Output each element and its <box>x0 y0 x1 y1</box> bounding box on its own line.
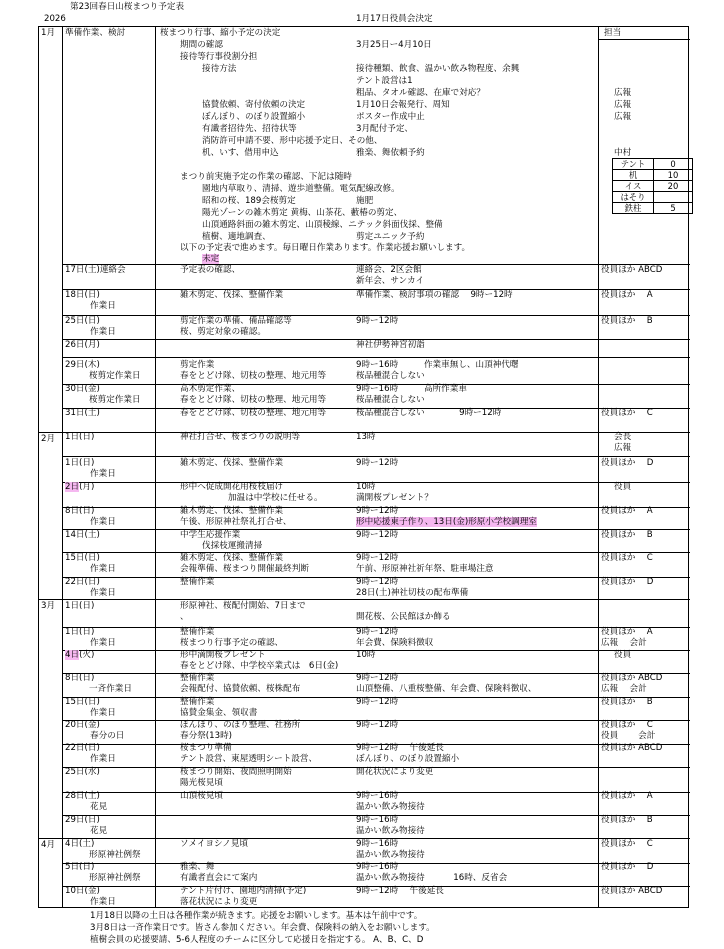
row-work: 伐採枝運搬清掃 <box>202 541 263 551</box>
row-date: 17日(土)連絡会 <box>65 265 126 275</box>
row-work: 春をとどけ隊、切枝の整理、地元用等 <box>180 395 327 405</box>
equipment-row: はそり <box>613 192 693 203</box>
row-work: 剪定作業の準備、備品確認等 <box>180 316 292 326</box>
row-owner: 会長 <box>614 432 632 442</box>
row-work: 高木剪定作業、 <box>180 384 241 394</box>
row-sublabel: 作業日 <box>90 897 116 907</box>
row-work: 整備作業 <box>180 577 215 587</box>
row-time: 満開桜プレゼント？ <box>356 493 434 503</box>
row-date: 15日(日) <box>65 553 100 563</box>
row-date: 25日(日) <box>65 316 100 326</box>
row-owner: 役員ほか A <box>601 506 653 516</box>
row-work: テント設営、東屋透明シート設営、 <box>180 754 318 764</box>
row-work: 整備作業 <box>180 673 215 683</box>
row-work: 雑木剪定、伐採、整備作業 <box>180 506 284 516</box>
row-owner: 役員ほか C <box>601 839 653 849</box>
row-owner: 役員ほか C <box>601 720 653 730</box>
row-time: 温かい飲み物接待 <box>356 802 425 812</box>
row-time: 9時ー12時 <box>356 577 399 587</box>
row-date: 1日(日) <box>65 458 95 468</box>
row-work: 雑木剪定、伐採、整備作業 <box>180 458 284 468</box>
row-time: 温かい飲み物接待 <box>356 826 425 836</box>
row-work: 、 <box>180 612 189 622</box>
row-time: 10時 <box>356 482 376 492</box>
row-date: 26日(月) <box>65 340 100 350</box>
row-sublabel: 作業日 <box>90 564 116 574</box>
row-sublabel: 桜剪定作業日 <box>89 371 141 381</box>
row-sublabel: 桜剪定作業日 <box>89 395 141 405</box>
row-date: 8日(日) <box>65 673 95 683</box>
row-owner: 役員ほか A <box>601 290 653 300</box>
meeting-subtitle: 1月17日役員会決定 <box>356 14 433 24</box>
equipment-row: テント 0 <box>613 159 693 170</box>
month-feb: 2月 <box>41 434 56 444</box>
row-work: 桜まつり行事予定の確認、 <box>180 638 284 648</box>
row-work: 形中へ促成開花用桜枝届け <box>180 482 284 492</box>
row-date: 18日(日) <box>65 290 100 300</box>
row-date: 30日(金) <box>65 384 100 394</box>
row-date: 4日(土) <box>65 839 95 849</box>
footer-note: 1月18日以降の土日は各種作業が続きます。応援をお願いします。基本は午前中です。 <box>90 911 423 921</box>
row-work: 雅楽、舞 <box>180 862 215 872</box>
row-owner: 役員 <box>614 482 632 492</box>
row-sublabel: 作業日 <box>90 638 116 648</box>
row-work: ソメイヨシノ見頃 <box>180 839 249 849</box>
row-time: 9時ー16時 <box>356 862 399 872</box>
row-time: 温かい飲み物接待 <box>356 850 425 860</box>
row-time: 10時 <box>356 650 376 660</box>
row-owner: 役員ほか ABCD <box>601 886 663 896</box>
row-time: 9時ー16時 <box>356 791 399 801</box>
row-time: 新年会、サンカイ <box>356 276 425 286</box>
row-owner: 役員ほか B <box>601 316 653 326</box>
row-sublabel: 作業日 <box>90 301 116 311</box>
row-date: 2日(月) <box>65 482 95 492</box>
row-owner: 役員ほか ABCD <box>601 743 663 753</box>
row-owner: 役員ほか A <box>601 791 653 801</box>
row-time: 年会費、保険料徴収 <box>356 638 434 648</box>
row-date: 14日(土) <box>65 530 100 540</box>
row-work: 加温は中学校に任せる。 <box>228 493 323 503</box>
row-time: 桜品種混合しない <box>356 371 425 381</box>
month-apr: 4月 <box>41 840 56 850</box>
row-date: 4日(火) <box>65 650 95 660</box>
footer-note: 植樹会員の応援要請、5-6人程度のチームに区分して応援日を指定する。 A、B、C、D <box>90 935 424 945</box>
equipment-row: 机 10 <box>613 170 693 181</box>
row-work: 落花状況により変更 <box>180 897 258 907</box>
row-work: テント片付け、園地内清掃(予定) <box>180 886 307 896</box>
row-owner: 広報 会計 <box>601 638 647 648</box>
row-work: 形中満開桜プレゼント <box>180 650 266 660</box>
row-sublabel: 一斉作業日 <box>89 684 132 694</box>
row-time: 桜品種混合しない <box>356 395 425 405</box>
row-owner: 役員ほか ABCD <box>601 673 663 683</box>
row-time: 温かい飲み物接待 16時、反省会 <box>356 873 508 883</box>
row-time: 午前、形原神社祈年祭、駐車場注意 <box>356 564 494 574</box>
row-date: 1日(日) <box>65 601 95 611</box>
row-work: 春をとどけ隊、切枝の整理、地元用等 <box>180 408 327 418</box>
row-time: 開花状況により変更 <box>356 767 434 777</box>
row-owner: 役員ほか D <box>601 577 654 587</box>
row-work: 雑木剪定、伐採、整備作業 <box>180 553 284 563</box>
row-date: 22日(日) <box>65 577 100 587</box>
row-sublabel: 形原神社例祭 <box>89 850 141 860</box>
row-work: 春をとどけ隊、切枝の整理、地元用等 <box>180 371 327 381</box>
row-sublabel: 花見 <box>90 826 108 836</box>
row-work: 桜まつり準備 <box>180 743 232 753</box>
row-time: 9時ー16時 高所作業車 <box>356 384 467 394</box>
row-work: 午後、形原神社祭礼打合せ、 <box>180 517 292 527</box>
page-title: 第23回春日山桜まつり予定表 <box>70 2 185 12</box>
row-time: 9時ー12時 <box>356 627 399 637</box>
row-work: 有識者直会にて案内 <box>180 873 258 883</box>
row-owner: 役員 <box>614 650 632 660</box>
row-time: 9時ー16時 <box>356 839 399 849</box>
row-time: 9時ー12時 午後延長 <box>356 886 444 896</box>
row-time: 9時ー12時 <box>356 553 399 563</box>
row-work: 桜まつり開始、夜間照明開始 <box>180 767 292 777</box>
row-time: 9時ー16時 作業車無し、山頂神代曙 <box>356 360 519 370</box>
row-time: 9時ー12時 <box>356 458 399 468</box>
row-date: 31日(土) <box>65 408 100 418</box>
row-work: 陽光桜見頃 <box>180 778 223 788</box>
row-owner: 広報 <box>614 443 632 453</box>
row-date: 1日(日) <box>65 432 95 442</box>
row-date: 10日(金) <box>65 886 100 896</box>
row-time: 9時ー12時 <box>356 506 399 516</box>
row-time: ぼんぼり、のぼり設置縮小 <box>356 754 460 764</box>
equipment-row: 鉄柱 5 <box>613 203 693 214</box>
owner-column-header: 担当 <box>604 28 622 38</box>
row-sublabel: 形原神社例祭 <box>89 873 141 883</box>
row-date: 29日(日) <box>65 815 100 825</box>
row-time: 桜品種混合しない 9時ー12時 <box>356 408 502 418</box>
row-owner: 役員ほか D <box>601 862 654 872</box>
row-work: 協賛金集金、領収書 <box>180 708 258 718</box>
row-work: 春をとどけ隊、中学校卒業式は 6日(金) <box>180 661 339 671</box>
row-work: 形原神社、桜配付開始、7日まで <box>180 601 306 611</box>
row-owner: 役員 会計 <box>601 731 656 741</box>
row-time: 神社伊勢神宮初詣 <box>356 340 425 350</box>
row-work: 予定表の確認、 <box>180 265 241 275</box>
row-work: 雑木剪定、伐採、整備作業 <box>180 290 284 300</box>
row-sublabel: 作業日 <box>90 708 116 718</box>
row-time: 13時 <box>356 432 376 442</box>
equipment-table <box>612 158 693 214</box>
month-jan: 1月 <box>41 28 56 38</box>
row-owner: 役員ほか B <box>601 815 653 825</box>
row-time: 開花桜、公民館ほか飾る <box>356 612 451 622</box>
row-sublabel: 春分の日 <box>90 731 125 741</box>
row-owner: 役員ほか A <box>601 627 653 637</box>
row-work: 剪定作業 <box>180 360 215 370</box>
row-owner: 広報 会計 <box>601 684 647 694</box>
row-owner: 役員ほか C <box>601 408 653 418</box>
row-work: 山頂桜見頃 <box>180 791 223 801</box>
row-time: 形中応援東子作り、13日(金)形原小学校調理室 <box>356 517 537 527</box>
row-work: 整備作業 <box>180 627 215 637</box>
row-time: 9時ー12時 午後延長 <box>356 743 444 753</box>
row-time: 9時ー12時 <box>356 530 399 540</box>
row-work: 春分祭(13時) <box>180 731 233 741</box>
row-work: 会報準備、桜まつり開催最終判断 <box>180 564 309 574</box>
row-date: 22日(日) <box>65 743 100 753</box>
row-date: 1日(日) <box>65 627 95 637</box>
row-work: 桜、剪定対象の確認。 <box>180 327 266 337</box>
row-time: 山頂整備、八重桜整備、年会費、保険料徴収、 <box>356 684 537 694</box>
row-date: 15日(日) <box>65 697 100 707</box>
row-work: ぼんぼり、のぼり整理、社務所 <box>180 720 301 730</box>
row-date: 8日(日) <box>65 506 95 516</box>
row-time: 準備作業、検討事項の確認 9時ー12時 <box>356 290 513 300</box>
undecided-tag: 未定 <box>202 254 220 264</box>
row-owner: 役員ほか B <box>601 530 653 540</box>
row-owner: 役員ほか ABCD <box>601 265 663 275</box>
row-time: 9時ー16時 <box>356 815 399 825</box>
row-sublabel: 花見 <box>90 802 108 812</box>
row-time: 連絡会、2区会館 <box>356 265 422 275</box>
row-work: 中学生応援作業 <box>180 530 241 540</box>
row-sublabel: 作業日 <box>90 469 116 479</box>
row-date: 20日(金) <box>65 720 100 730</box>
year-label: 2026 <box>44 14 66 24</box>
row-work: 整備作業 <box>180 697 215 707</box>
row-owner: 役員ほか C <box>601 553 653 563</box>
row-time: 9時ー12時 <box>356 697 399 707</box>
row-sublabel: 作業日 <box>90 588 116 598</box>
month-mar: 3月 <box>41 601 56 611</box>
row-sublabel: 作業日 <box>90 327 116 337</box>
row-time: 9時ー12時 <box>356 673 399 683</box>
equipment-row: イス 20 <box>613 181 693 192</box>
row-owner: 役員ほか B <box>601 697 653 707</box>
row-time: 28日(土)神社切枝の配布準備 <box>356 588 469 598</box>
row-date: 25日(水) <box>65 767 100 777</box>
row-time: 9時ー12時 <box>356 720 399 730</box>
row-time: 9時ー12時 <box>356 316 399 326</box>
jan-category: 準備作業、検討 <box>65 28 126 38</box>
row-owner: 役員ほか D <box>601 458 654 468</box>
row-date: 28日(土) <box>65 791 100 801</box>
row-date: 29日(木) <box>65 360 100 370</box>
row-sublabel: 作業日 <box>90 517 116 527</box>
row-sublabel: 作業日 <box>90 754 116 764</box>
row-work: 会報配付、協賛依頼、桜株配布 <box>180 684 301 694</box>
footer-note: 3月8日は一斉作業日です。皆さん参加ください。年会費、保険料の納入をお願いします。 <box>90 923 435 933</box>
row-date: 5日(日) <box>65 862 95 872</box>
row-work: 神社打合せ、桜まつりの説明等 <box>180 432 301 442</box>
